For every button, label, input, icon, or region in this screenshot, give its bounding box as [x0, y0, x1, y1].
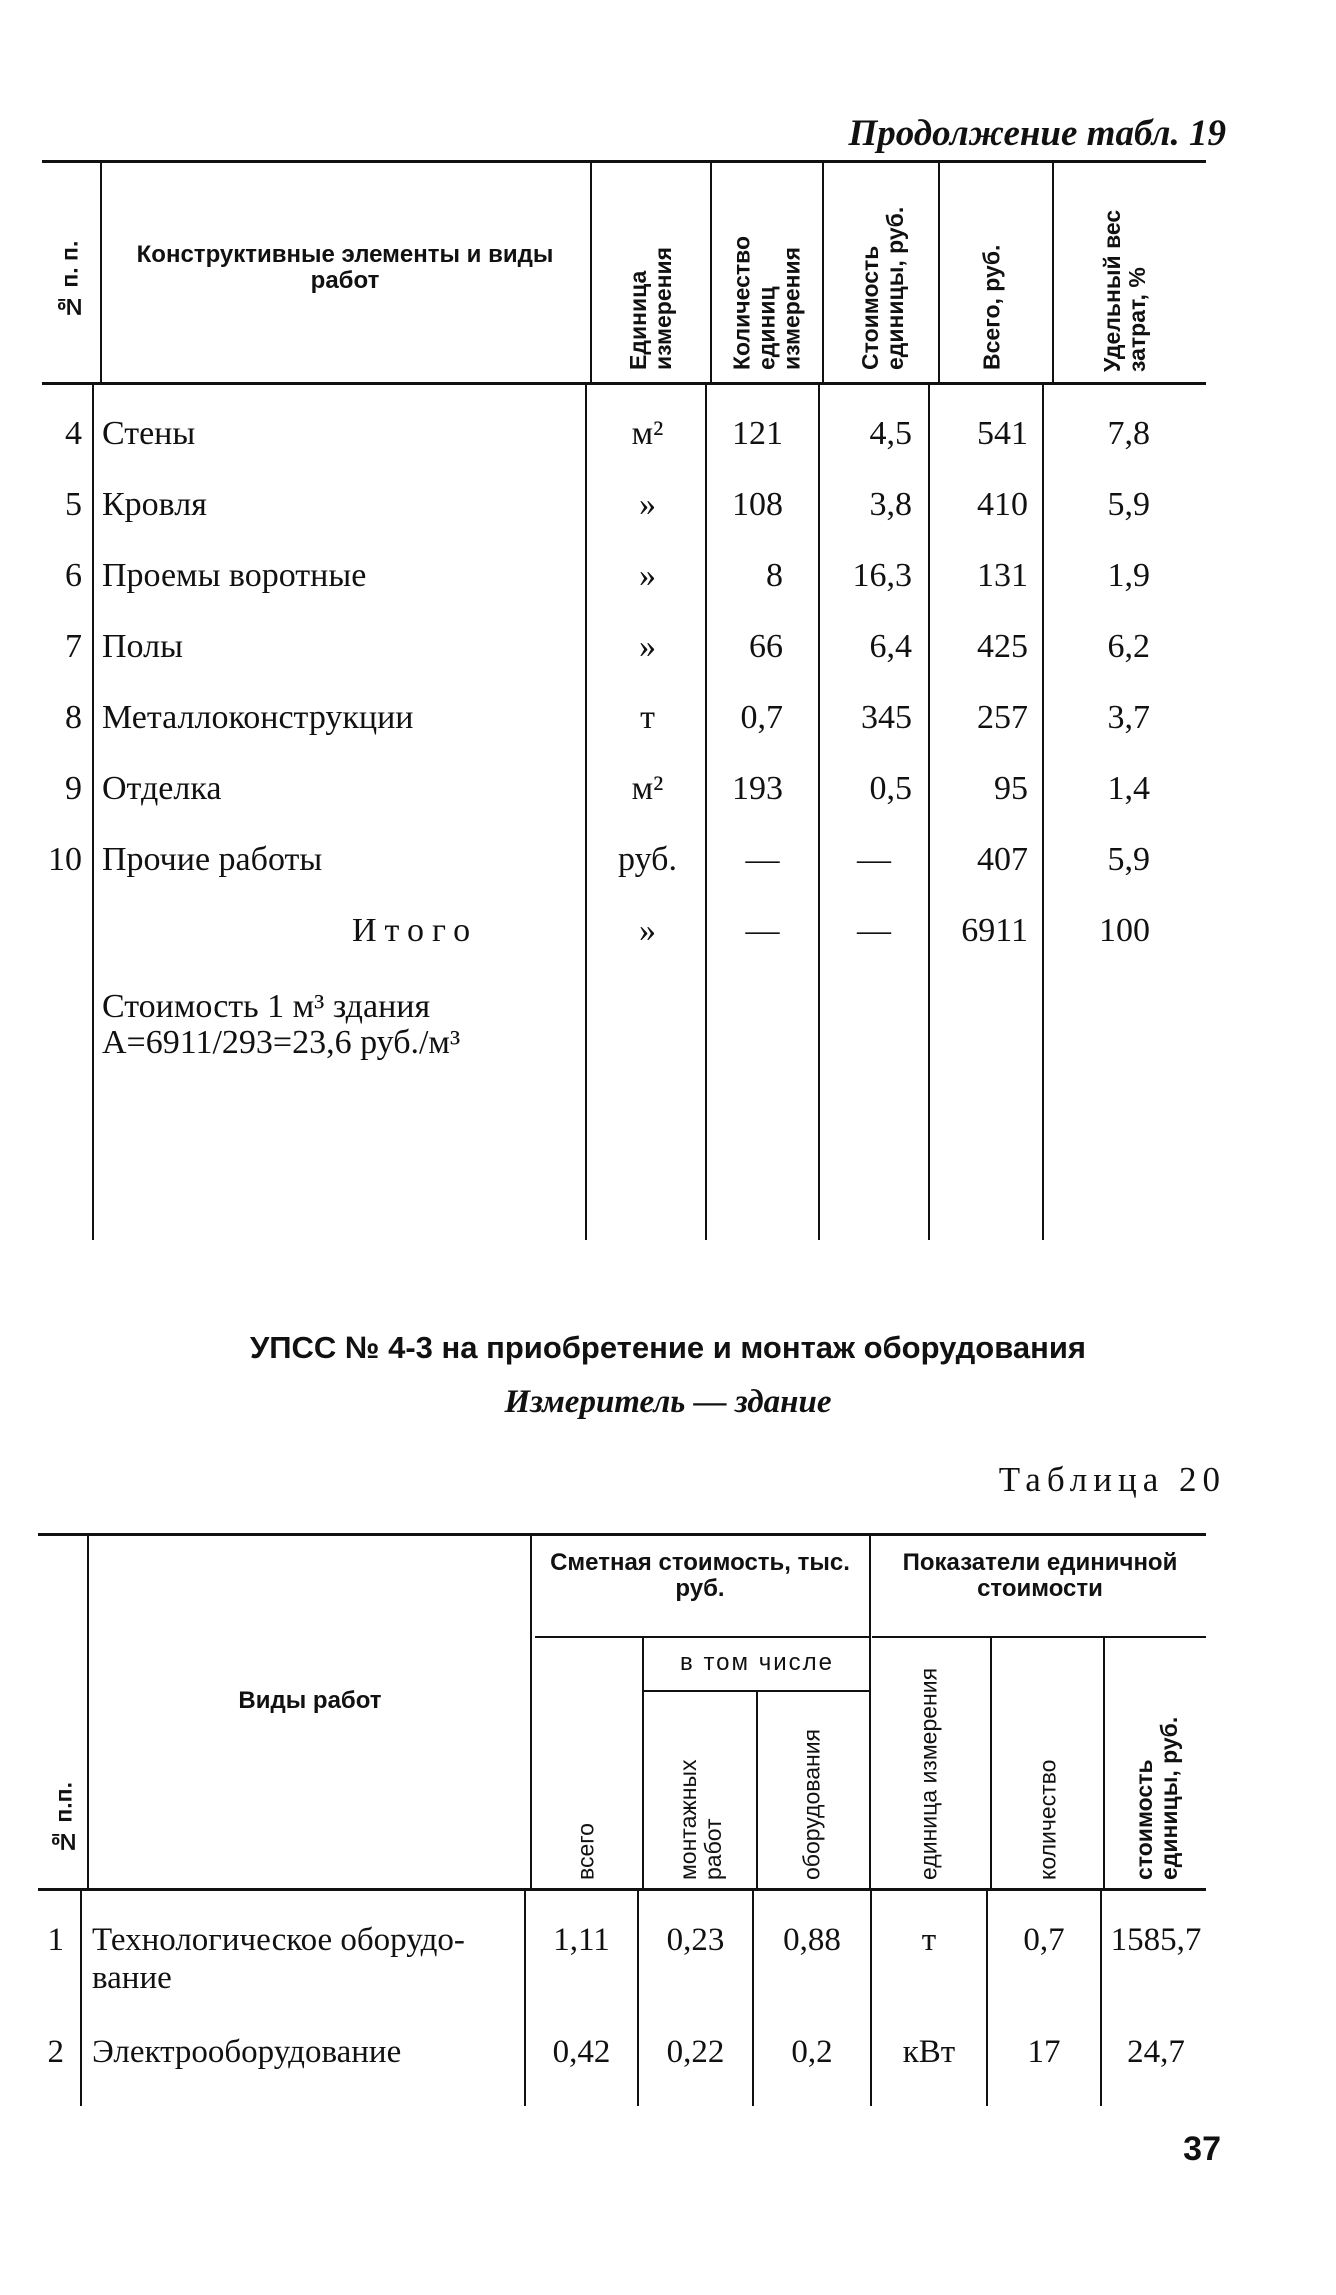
work-name: Технологическое оборудо-	[92, 1922, 465, 1958]
table20-vline	[1103, 1638, 1105, 1888]
row-num: 8	[65, 699, 82, 736]
table19-vline	[590, 163, 592, 382]
table19-vline	[100, 163, 102, 382]
table19-vline	[585, 385, 587, 1240]
work-name: Стены	[102, 415, 196, 452]
table20-vline	[869, 1536, 871, 1888]
total-cost: 425	[977, 628, 1028, 665]
quantity: 0,7	[1023, 1922, 1065, 1958]
row-num: 7	[65, 628, 82, 665]
total-cost: 131	[977, 557, 1028, 594]
unit: кВт	[902, 2034, 956, 2070]
work-name: Проемы воротные	[102, 557, 367, 594]
table20-vline	[642, 1638, 644, 1888]
cost-share: 6,2	[1107, 628, 1150, 665]
section-title: УПСС № 4-3 на приобретение и монтаж оборудования	[249, 1330, 1086, 1365]
total-cost: 257	[977, 699, 1028, 736]
table20-subrule	[535, 1636, 869, 1638]
unit-cost: —	[857, 912, 891, 949]
table19-vline	[92, 385, 94, 1240]
row-num: 1	[47, 1922, 64, 1958]
unit: »	[639, 912, 656, 949]
row-num: 6	[65, 557, 82, 594]
table19-header-unit: Единица измерения	[625, 246, 676, 370]
work-name: Прочие работы	[102, 841, 323, 878]
cost-share: 3,7	[1107, 699, 1150, 736]
unit-cost: 345	[861, 699, 912, 736]
row-num: 10	[48, 841, 82, 878]
table20-header-including: в том числе	[680, 1649, 834, 1676]
unit: м²	[631, 415, 664, 452]
table20-header-num: № п.п.	[50, 1782, 77, 1856]
table19-vline	[938, 163, 940, 382]
table20-vline	[87, 1536, 89, 1888]
unit-cost: 6,4	[869, 628, 912, 665]
cost-share: 100	[1099, 912, 1150, 949]
unit-cost: 16,3	[852, 557, 912, 594]
installation: 0,22	[666, 2034, 725, 2070]
table19-header-unit-cost: Стоимость единицы, руб.	[857, 206, 908, 370]
unit: руб.	[618, 841, 677, 878]
quantity: 66	[749, 628, 783, 665]
table20-header-works: Виды работ	[238, 1687, 382, 1714]
total: 1,11	[553, 1922, 610, 1958]
installation: 0,23	[666, 1922, 725, 1958]
cost-share: 1,4	[1107, 770, 1150, 807]
total-cost: 407	[977, 841, 1028, 878]
cost-per-m3-formula: А=6911/293=23,6 руб./м³	[102, 1024, 461, 1061]
table20-header-installation: монтажных работ	[675, 1759, 726, 1880]
unit: т	[640, 699, 655, 736]
row-num: 5	[65, 486, 82, 523]
table19-header-share: Удельный вес затрат, %	[1099, 209, 1150, 372]
page-number: 37	[1183, 2130, 1221, 2168]
table19-header-total: Всего, руб.	[978, 244, 1005, 370]
table20-vline	[80, 1891, 82, 2106]
row-num: 4	[65, 415, 82, 452]
work-name-continued: вание	[92, 1960, 172, 1996]
unit-cost: 3,8	[869, 486, 912, 523]
cost-share: 7,8	[1107, 415, 1150, 452]
table20-header-equipment: оборудования	[798, 1729, 825, 1880]
table19-header-num: № п. п.	[56, 240, 83, 320]
quantity: —	[745, 912, 780, 949]
table19-vline	[710, 163, 712, 382]
total-label: Итого	[352, 912, 479, 949]
table20-subrule	[872, 1636, 1206, 1638]
unit-cost: 24,7	[1127, 2034, 1185, 2070]
quantity: 17	[1027, 2034, 1061, 2070]
unit: »	[639, 557, 656, 594]
cost-share: 5,9	[1107, 486, 1150, 523]
unit-cost: 4,5	[869, 415, 912, 452]
section-subtitle: Измеритель — здание	[504, 1384, 832, 1420]
table19-header-rule	[42, 382, 1206, 385]
table20-header-unit-cost: стоимость единицы, руб.	[1131, 1716, 1182, 1880]
quantity: 8	[766, 557, 783, 594]
cost-share: 5,9	[1107, 841, 1150, 878]
table20-label: Таблица 20	[998, 1460, 1226, 1499]
quantity: 121	[732, 415, 783, 452]
unit: »	[639, 628, 656, 665]
work-name: Полы	[102, 628, 183, 665]
unit: »	[639, 486, 656, 523]
table20-header-unit: единица измерения	[915, 1667, 942, 1880]
equipment: 0,2	[791, 2034, 833, 2070]
total-cost: 410	[977, 486, 1028, 523]
table20-header-rule	[38, 1888, 1206, 1891]
quantity: 108	[732, 486, 783, 523]
cost-per-m3-note: Стоимость 1 м³ здания	[102, 988, 431, 1025]
table19-header-elements: Конструктивные элементы и виды работ	[136, 241, 554, 294]
table20-vline	[756, 1692, 758, 1888]
work-name: Электрооборудование	[92, 2034, 402, 2070]
row-num: 9	[65, 770, 82, 807]
work-name: Металлоконструкции	[102, 699, 414, 736]
unit-cost: 0,5	[869, 770, 912, 807]
table-continuation-caption: Продолжение табл. 19	[848, 113, 1226, 154]
quantity: —	[745, 841, 780, 878]
table19-vline	[822, 163, 824, 382]
total-cost: 95	[994, 770, 1028, 807]
row-num: 2	[47, 2034, 64, 2070]
unit: м²	[631, 770, 664, 807]
quantity: 0,7	[740, 699, 783, 736]
table20-header-indicators: Показатели единичной стоимости	[902, 1549, 1178, 1602]
quantity: 193	[732, 770, 783, 807]
table20-header-estimate: Сметная стоимость, тыс. руб.	[550, 1549, 850, 1602]
unit-cost: —	[857, 841, 891, 878]
table20-top-rule	[38, 1533, 1206, 1536]
unit: т	[921, 1922, 937, 1958]
total-cost: 6911	[961, 912, 1028, 949]
work-name: Отделка	[102, 770, 222, 807]
table19-vline	[1052, 163, 1054, 382]
table20-vline	[990, 1638, 992, 1888]
table20-header-qty: количество	[1034, 1759, 1061, 1880]
total: 0,42	[552, 2034, 611, 2070]
table19-header-qty: Количество единиц измерения	[728, 235, 805, 370]
table20-vline	[530, 1536, 532, 1888]
table19-top-rule	[42, 160, 1206, 163]
unit-cost: 1585,7	[1110, 1922, 1202, 1958]
equipment: 0,88	[783, 1922, 841, 1958]
table20-header-total: всего	[572, 1823, 599, 1880]
total-cost: 541	[977, 415, 1028, 452]
cost-share: 1,9	[1107, 557, 1150, 594]
work-name: Кровля	[102, 486, 207, 523]
